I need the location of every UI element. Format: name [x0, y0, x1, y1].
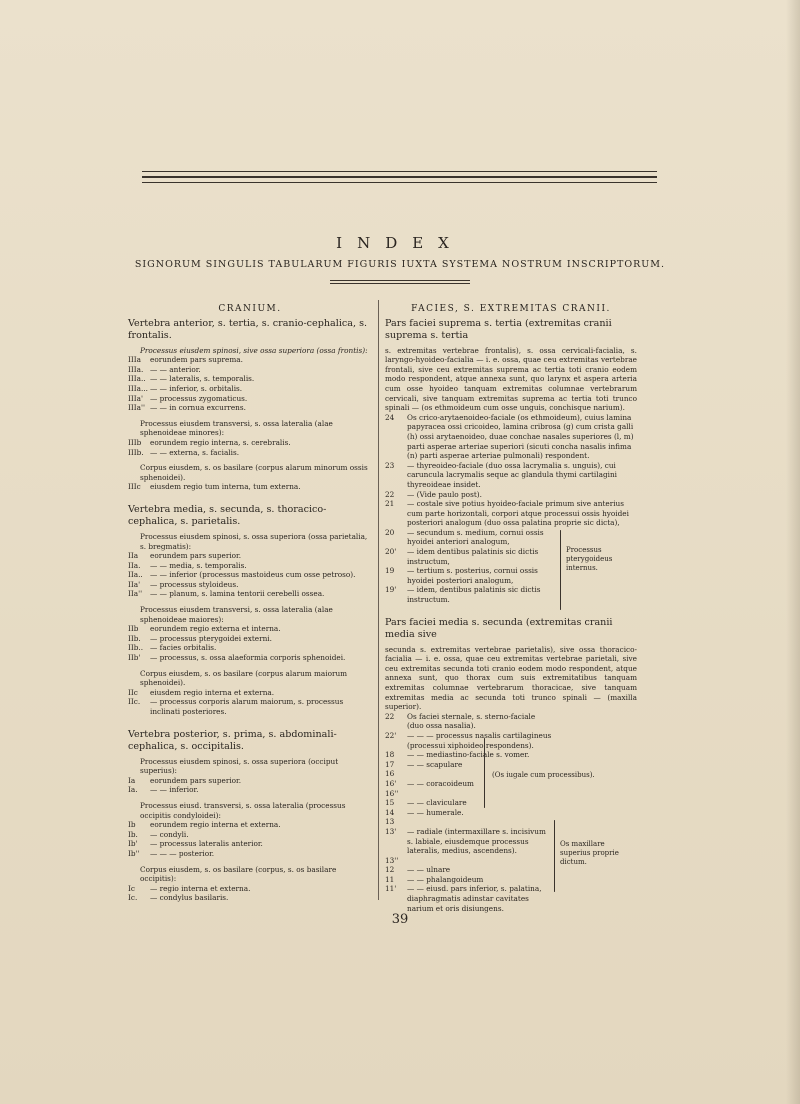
entry-code: Ic. — [128, 893, 138, 903]
entry-text: — — mediastino-faciale s. vomer. — [407, 750, 530, 760]
heading-vertebra-anterior: Vertebra anterior, s. tertia, s. cranio-cephalica, s. frontalis. — [128, 317, 368, 341]
entry-code: IIa — [128, 551, 139, 561]
entry-text: — — media, s. temporalis. — [150, 560, 247, 570]
entry-code: IIIc — [128, 482, 141, 492]
entry-text: — — inferior. — [150, 785, 199, 795]
entry-code: 13 — [385, 817, 395, 827]
brace-note-maxillare: Os maxillare superius proprie dictum. — [560, 840, 619, 866]
entry-text: — — humerale. — [407, 807, 464, 817]
entry-text: — condylus basilaris. — [150, 893, 229, 903]
index-entry — [385, 547, 557, 566]
index-entry — [385, 884, 553, 913]
entry-text: — processus lateralis anterior. — [150, 839, 263, 849]
entry-code: IIa. — [128, 560, 141, 570]
item-list — [128, 624, 372, 662]
entry-code: IIIb. — [128, 447, 144, 457]
entry-code: 22 — [385, 489, 395, 499]
entry-code: Ib'' — [128, 848, 140, 858]
item-list — [385, 712, 553, 913]
heading-pars-suprema: Pars faciei suprema s. tertia (extremitas cranii suprema s. tertia — [385, 317, 612, 341]
entry-text: — facies orbitalis. — [150, 643, 217, 653]
entry-code: IIb' — [128, 653, 141, 663]
brace — [484, 738, 485, 808]
entry-code: 19 — [385, 566, 395, 576]
entry-text: — — eiusd. pars inferior, s. palatina, diaphragmatis adinstar cavitates narium et oris disiungens. — [407, 884, 542, 913]
entry-code: IIIa — [128, 355, 141, 365]
entry-text: — — externa, s. facialis. — [150, 447, 240, 457]
entry-text — [407, 817, 553, 827]
entry-text: — — scapulare — [407, 759, 463, 769]
entry-code: 22 — [385, 711, 395, 721]
entry-code: Ib' — [128, 839, 138, 849]
entry-code: IIa.. — [128, 570, 143, 580]
index-entry — [385, 865, 553, 875]
index-entry — [128, 394, 372, 404]
entry-text: eorundem regio interna, s. cerebralis. — [150, 437, 291, 447]
index-entry — [385, 875, 553, 885]
right-column — [385, 305, 637, 913]
index-entry — [128, 438, 372, 448]
item-list — [385, 413, 637, 528]
index-entry — [385, 585, 557, 604]
entry-text: — processus, s. ossa alaeformia corporis sphenoidei. — [150, 653, 346, 663]
entry-text: — — ulnare — [407, 865, 451, 875]
index-entry — [128, 653, 372, 663]
entry-code: 13' — [385, 826, 397, 836]
item-list — [128, 688, 372, 717]
pterygoid-block — [385, 528, 557, 605]
heading-vertebra-media: Vertebra media, s. secunda, s. thoracico-cephalica, s. parietalis. — [128, 503, 327, 527]
index-entry — [128, 355, 372, 365]
entry-code: IIb.. — [128, 643, 144, 653]
entry-code: 13'' — [385, 855, 399, 865]
entry-text: — secundum s. medium, cornui ossis hyoidei anteriori analogum, — [407, 527, 544, 547]
index-entry — [385, 779, 553, 789]
page-edge-shadow — [786, 0, 800, 1104]
subsection-text: Corpus eiusdem, s. os basilare (corpus alarum minorum ossis sphenoidei). — [140, 463, 368, 482]
index-entry — [385, 461, 637, 490]
index-entry — [128, 697, 372, 716]
index-entry — [128, 688, 372, 698]
index-entry — [128, 482, 372, 492]
entry-text: eiusdem regio tum interna, tum externa. — [150, 482, 301, 492]
index-entry — [385, 499, 637, 528]
index-entry — [128, 374, 372, 384]
index-entry — [385, 731, 553, 750]
entry-code: 12 — [385, 865, 395, 875]
subsection-text: Corpus eiusdem, s. os basilare (corpus alarum maiorum sphenoidei). — [140, 668, 348, 688]
column-separator — [378, 300, 379, 900]
item-list — [128, 884, 372, 903]
index-entry — [385, 413, 637, 461]
subsection-text: Processus eiusdem transversi, s. ossa lateralia (alae sphenoideae minores): — [140, 418, 333, 438]
entry-code: IIIa.. — [128, 374, 146, 384]
index-entry — [128, 776, 372, 786]
index-entry — [128, 893, 372, 903]
entry-text: — — lateralis, s. temporalis. — [150, 374, 255, 384]
entry-code: Ia — [128, 775, 136, 785]
entry-text: eiusdem regio interna et externa. — [150, 687, 275, 697]
entry-text: — — in cornua excurrens. — [150, 403, 246, 413]
entry-text: — processus zygomaticus. — [150, 393, 248, 403]
entry-text: — — inferior, s. orbitalis. — [150, 383, 243, 393]
entry-code: 19' — [385, 585, 397, 595]
item-list — [128, 482, 372, 492]
section-title-cranium: CRANIUM. — [218, 304, 282, 314]
entry-text: — tertium s. posterius, cornui ossis hyoidei posteriori analogum, — [407, 566, 538, 585]
entry-code: 18 — [385, 750, 395, 760]
entry-code: IIa'' — [128, 589, 143, 599]
section-title-facies: FACIES, S. EXTREMITAS CRANII. — [411, 304, 611, 314]
entry-text: — processus corporis alarum maiorum, s. processus inclinati posteriores. — [150, 697, 344, 716]
entry-code: 20 — [385, 527, 395, 537]
subsection-text: Corpus eiusdem, s. os basilare (corpus, s. os basilare occipitis): — [140, 864, 337, 884]
entry-text: eorundem pars superior. — [150, 775, 242, 785]
item-list — [128, 438, 372, 457]
entry-code: IIa' — [128, 579, 141, 589]
index-entry — [385, 760, 553, 770]
index-entry — [128, 570, 372, 580]
index-entry — [128, 551, 372, 561]
brace-note-iugale: (Os iugale cum processibus). — [492, 771, 595, 779]
index-entry — [385, 528, 557, 547]
entry-code: 20' — [385, 547, 397, 557]
entry-code: IIIa. — [128, 364, 144, 374]
index-entry — [128, 849, 372, 859]
entry-text: eorundem pars suprema. — [150, 355, 243, 365]
entry-code: 22' — [385, 730, 397, 740]
entry-text: — (Vide paulo post). — [407, 489, 482, 499]
index-entry — [385, 566, 557, 585]
index-entry — [385, 798, 553, 808]
entry-text: — processus pterygoidei externi. — [150, 633, 272, 643]
index-entry — [128, 384, 372, 394]
heading-pars-media: Pars faciei media s. secunda (extremitas cranii media sive — [385, 616, 613, 640]
entry-text: — idem, dentibus palatinis sic dictis instructum. — [407, 585, 541, 605]
paragraph-pars-suprema: s. extremitas vertebrae frontalis), s. ossa cervicali-facialia, s. laryngo-hyoideo-facialia — i. e. ossa, quae ceu extremitas vertebrae frontali, sive ceu extremitas suprema ac tertia toti cranio eodem modo respondent, atque annexa sunt, quo larynx et aspera arteria cum osse hyoideo tanquam extremitas columnae vertebrarum cervicali, sive tanquam extremitas suprema ac tertia toti trunco spinali — (os ethmoideum cum osse unguis, conchisque narium). — [385, 345, 637, 413]
top-rule — [142, 171, 657, 172]
entry-text: — — planum, s. lamina tentorii cerebelli ossea. — [150, 589, 325, 599]
brace-note-pterygoid: Processus pterygoideus internus. — [566, 546, 613, 572]
title-rule — [330, 280, 470, 281]
entry-code: 15 — [385, 798, 395, 808]
index-entry — [128, 448, 372, 458]
entry-text: — — — processus nasalis cartilagineus (processui xiphoideo respondens). — [407, 730, 552, 750]
index-title: INDEX — [336, 234, 464, 252]
entry-text: — idem dentibus palatinis sic dictis instructum, — [407, 547, 539, 566]
entry-code: IIIb — [128, 437, 142, 447]
index-entry — [128, 561, 372, 571]
entry-text: — — coracoideum — [407, 778, 474, 788]
top-rule-thick — [142, 176, 657, 178]
index-entry — [128, 624, 372, 634]
top-rule-lower — [142, 182, 657, 183]
entry-text: — regio interna et externa. — [150, 883, 251, 893]
index-entry — [128, 403, 372, 413]
entry-code: 23 — [385, 460, 395, 470]
entry-code: Ib — [128, 820, 136, 830]
subsection-text: Processus eiusdem spinosi, s. ossa superiora (ossa parietalia, s. bregmatis): — [140, 531, 368, 551]
entry-text: — — anterior. — [150, 364, 201, 374]
index-entry — [385, 808, 553, 818]
item-list — [128, 820, 372, 858]
item-list — [385, 528, 557, 605]
entry-text: — costale sive potius hyoideo-faciale primum sive anterius cum parte horizontali, corpori atque processui ossis hyoidei posteriori analogum (duo ossa palatina proprie sic dicta), — [407, 499, 629, 528]
index-entry — [385, 856, 553, 866]
index-entry — [385, 827, 553, 856]
entry-text: — processus styloideus. — [150, 579, 239, 589]
entry-text — [407, 856, 553, 866]
index-entry — [128, 785, 372, 795]
entry-code: 16 — [385, 769, 395, 779]
entry-text: eorundem regio interna et externa. — [150, 820, 281, 830]
index-entry — [385, 490, 637, 500]
left-column — [128, 305, 372, 903]
index-entry — [128, 830, 372, 840]
index-entry — [128, 820, 372, 830]
subsection-text: Processus eiusdem transversi, s. ossa lateralia (alae sphenoideae maiores): — [140, 605, 333, 624]
entry-code: Ic — [128, 883, 135, 893]
index-entry — [385, 750, 553, 760]
entry-text: Os crico-arytaenoideo-faciale (os ethmoideum), cuius lamina papyracea ossi cricoideo, lamina cribrosa (g) cum crista galli (h) ossi arytaenoideo, duae conchae nasales superiores (l, m) parti asperae arteriae superiori (sicuti concha nasalis infima (n) parti asperae arteriae pulmonali) respondent. — [407, 412, 634, 461]
entry-code: IIc. — [128, 697, 141, 707]
entry-code: IIIa'' — [128, 403, 146, 413]
entry-code: 16'' — [385, 788, 399, 798]
entry-text: — thyreoideo-faciale (duo ossa lacrymalia s. unguis), cui caruncula lacrymalis seque ac glandula thymi cartilagini thyreoideae insidet. — [407, 460, 617, 489]
index-entry — [385, 712, 553, 731]
entry-text: — condyli. — [150, 829, 189, 839]
entry-code: Ib. — [128, 829, 138, 839]
entry-text: — — — posterior. — [150, 848, 215, 858]
brace — [554, 820, 555, 892]
index-entry — [128, 643, 372, 653]
entry-text: — — phalangoideum — [407, 874, 484, 884]
page-number: 39 — [391, 912, 409, 927]
entry-text: eorundem pars superior. — [150, 551, 242, 561]
entry-code: IIc — [128, 687, 138, 697]
entry-text: — — inferior (processus mastoideus cum osse petroso). — [150, 570, 356, 580]
subsection-text: Processus eiusdem spinosi, s. ossa superiora (occiput superius): — [140, 756, 339, 776]
title-rule-lower — [330, 283, 470, 284]
entry-code: IIIa' — [128, 393, 144, 403]
item-list — [128, 355, 372, 413]
index-entry — [128, 839, 372, 849]
subsection-text: Processus eiusdem spinosi, sive ossa superiora (ossa frontis): — [140, 345, 368, 355]
index-entry — [385, 789, 553, 799]
entry-code: 11' — [385, 884, 397, 894]
entry-code: 24 — [385, 412, 395, 422]
entry-text — [407, 789, 553, 799]
paragraph-pars-media: secunda s. extremitas vertebrae parietalis), sive ossa thoracico-facialia — i. e. ossa, quae ceu extremitas vertebrae parietali, sive ceu extremitas secunda toti cranio eodem modo respondent, atque annexa sunt, quo thorax cum suis extremitatibus tanquam extremitas columnae vertebrarum thoracicae, sive tanquam extremitas media ac secunda toti trunco spinali — (maxilla superior). — [385, 644, 637, 712]
entry-code: 17 — [385, 759, 395, 769]
index-entry — [128, 589, 372, 599]
entry-code: IIb. — [128, 633, 141, 643]
item-list — [128, 551, 372, 599]
entry-text: Os faciei sternale, s. sterno-faciale (duo ossa nasalia). — [407, 711, 536, 731]
index-subtitle: SIGNORUM SINGULIS TABULARUM FIGURIS IUXTA SYSTEMA NOSTRUM INSCRIPTORUM. — [134, 259, 666, 270]
index-entry — [128, 884, 372, 894]
index-entry — [385, 817, 553, 827]
entry-text: — radiale (intermaxillare s. incisivum s. labiale, eiusdemque processus lateralis, medius, ascendens). — [407, 826, 546, 856]
entry-text: — — claviculare — [407, 798, 467, 808]
entry-code: 14 — [385, 807, 395, 817]
heading-vertebra-posterior: Vertebra posterior, s. prima, s. abdominali-cephalica, s. occipitalis. — [128, 728, 337, 752]
item-list — [128, 776, 372, 795]
entry-code: IIb — [128, 624, 139, 634]
entry-code: Ia. — [128, 785, 138, 795]
index-entry — [128, 365, 372, 375]
subsection-text: Processus eiusd. transversi, s. ossa lateralia (processus occipitis condyloidei): — [140, 800, 346, 820]
entry-code: 21 — [385, 499, 395, 509]
entry-code: IIIa... — [128, 383, 148, 393]
entry-text: eorundem regio externa et interna. — [150, 624, 281, 634]
index-entry — [128, 634, 372, 644]
entry-code: 11 — [385, 874, 395, 884]
entry-code: 16' — [385, 778, 397, 788]
index-entry — [128, 580, 372, 590]
brace — [560, 530, 561, 610]
